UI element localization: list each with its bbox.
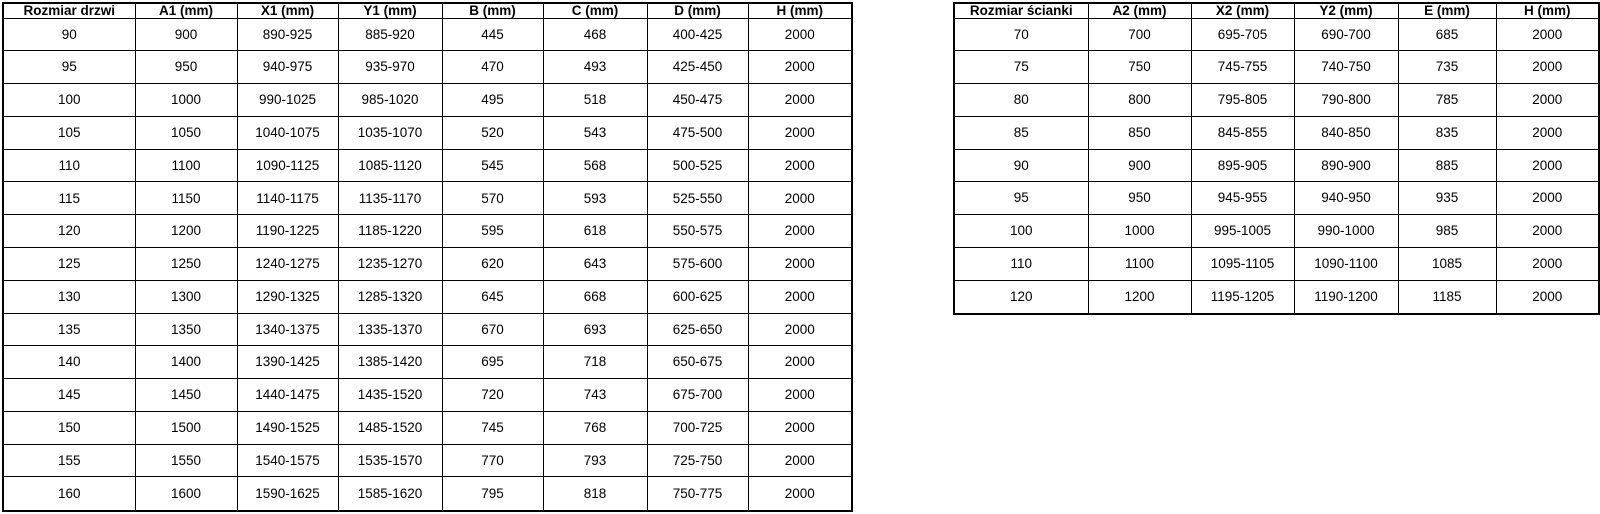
table-cell: 100 (954, 215, 1088, 248)
table-cell: 690-700 (1294, 18, 1398, 51)
table-cell: 1100 (135, 149, 237, 182)
table-cell: 625-650 (647, 313, 748, 346)
table-cell: 2000 (748, 51, 852, 84)
table-cell: 2000 (748, 477, 852, 511)
table-cell: 785 (1398, 84, 1496, 117)
table-row (954, 18, 1599, 51)
table-row (954, 215, 1599, 248)
table-row (3, 116, 852, 149)
table-cell: 110 (3, 149, 135, 182)
table-cell: 600-625 (647, 280, 748, 313)
table-cell: 618 (543, 215, 647, 248)
table-cell: 840-850 (1294, 116, 1398, 149)
table-cell: 545 (442, 149, 543, 182)
table-cell: 450-475 (647, 84, 748, 117)
table-cell: 115 (3, 182, 135, 215)
column-header: B (mm) (442, 3, 543, 18)
column-header: Rozmiar ścianki (954, 3, 1088, 18)
table-cell: 90 (3, 18, 135, 51)
table-cell: 1200 (1088, 280, 1191, 314)
table-cell: 493 (543, 51, 647, 84)
table-cell: 593 (543, 182, 647, 215)
table-row (3, 182, 852, 215)
table-cell: 518 (543, 84, 647, 117)
table-cell: 1400 (135, 346, 237, 379)
table-cell: 1140-1175 (237, 182, 338, 215)
table-cell: 2000 (748, 444, 852, 477)
table-cell: 1500 (135, 411, 237, 444)
table-cell: 695-705 (1191, 18, 1294, 51)
table-cell: 2000 (1496, 18, 1599, 51)
table-cell: 1185 (1398, 280, 1496, 314)
table-cell: 2000 (1496, 247, 1599, 280)
table-cell: 70 (954, 18, 1088, 51)
table-cell: 935 (1398, 182, 1496, 215)
header-row (954, 3, 1599, 18)
table-cell: 1085-1120 (338, 149, 442, 182)
table-cell: 1150 (135, 182, 237, 215)
table-cell: 1195-1205 (1191, 280, 1294, 314)
table-cell: 795-805 (1191, 84, 1294, 117)
table-cell: 645 (442, 280, 543, 313)
column-header: A2 (mm) (1088, 3, 1191, 18)
table-cell: 1490-1525 (237, 411, 338, 444)
table-cell: 2000 (748, 280, 852, 313)
table-cell: 1290-1325 (237, 280, 338, 313)
table-cell: 1185-1220 (338, 215, 442, 248)
table-cell: 150 (3, 411, 135, 444)
table-cell: 675-700 (647, 379, 748, 412)
table-cell: 140 (3, 346, 135, 379)
table-cell: 520 (442, 116, 543, 149)
table-cell: 75 (954, 51, 1088, 84)
table-cell: 740-750 (1294, 51, 1398, 84)
table-cell: 2000 (1496, 149, 1599, 182)
table-cell: 145 (3, 379, 135, 412)
table-cell: 95 (3, 51, 135, 84)
table-cell: 945-955 (1191, 182, 1294, 215)
table-cell: 720 (442, 379, 543, 412)
table-cell: 1235-1270 (338, 247, 442, 280)
table-cell: 1535-1570 (338, 444, 442, 477)
table-cell: 1050 (135, 116, 237, 149)
column-header: E (mm) (1398, 3, 1496, 18)
table-cell: 568 (543, 149, 647, 182)
table-cell: 935-970 (338, 51, 442, 84)
table-cell: 575-600 (647, 247, 748, 280)
table-cell: 543 (543, 116, 647, 149)
table-cell: 1095-1105 (1191, 247, 1294, 280)
table-row (3, 51, 852, 84)
table-cell: 85 (954, 116, 1088, 149)
table-cell: 2000 (1496, 116, 1599, 149)
table-cell: 1035-1070 (338, 116, 442, 149)
table-cell: 1590-1625 (237, 477, 338, 511)
column-header: C (mm) (543, 3, 647, 18)
table-cell: 120 (954, 280, 1088, 314)
table-cell: 1340-1375 (237, 313, 338, 346)
table-cell: 160 (3, 477, 135, 511)
table-cell: 550-575 (647, 215, 748, 248)
table-cell: 850 (1088, 116, 1191, 149)
table-row (3, 411, 852, 444)
table-cell: 2000 (748, 313, 852, 346)
column-header: X1 (mm) (237, 3, 338, 18)
table-cell: 110 (954, 247, 1088, 280)
table-row (3, 149, 852, 182)
table-row (954, 182, 1599, 215)
table-cell: 985 (1398, 215, 1496, 248)
table-cell: 468 (543, 18, 647, 51)
door-dimensions-table (2, 2, 853, 512)
table-row (3, 477, 852, 511)
table-row (3, 84, 852, 117)
table-cell: 500-525 (647, 149, 748, 182)
table-cell: 1285-1320 (338, 280, 442, 313)
table-cell: 1100 (1088, 247, 1191, 280)
table-cell: 990-1000 (1294, 215, 1398, 248)
table-cell: 693 (543, 313, 647, 346)
table-cell: 1390-1425 (237, 346, 338, 379)
table-cell: 570 (442, 182, 543, 215)
table-cell: 1240-1275 (237, 247, 338, 280)
table-cell: 105 (3, 116, 135, 149)
table-cell: 425-450 (647, 51, 748, 84)
table-cell: 685 (1398, 18, 1496, 51)
table-row (3, 280, 852, 313)
table-cell: 125 (3, 247, 135, 280)
table-cell: 1335-1370 (338, 313, 442, 346)
table-cell: 890-925 (237, 18, 338, 51)
table-cell: 95 (954, 182, 1088, 215)
column-header: Y2 (mm) (1294, 3, 1398, 18)
table-cell: 1435-1520 (338, 379, 442, 412)
table-cell: 835 (1398, 116, 1496, 149)
table-cell: 120 (3, 215, 135, 248)
table-cell: 790-800 (1294, 84, 1398, 117)
table-cell: 750-775 (647, 477, 748, 511)
table-cell: 650-675 (647, 346, 748, 379)
table-cell: 940-975 (237, 51, 338, 84)
table-cell: 2000 (748, 215, 852, 248)
table-cell: 1040-1075 (237, 116, 338, 149)
table-cell: 130 (3, 280, 135, 313)
table-cell: 1350 (135, 313, 237, 346)
table-cell: 643 (543, 247, 647, 280)
table-row (954, 280, 1599, 314)
table-cell: 750 (1088, 51, 1191, 84)
table-cell: 700-725 (647, 411, 748, 444)
table-cell: 700 (1088, 18, 1191, 51)
table-cell: 1440-1475 (237, 379, 338, 412)
table-cell: 895-905 (1191, 149, 1294, 182)
table-row (954, 51, 1599, 84)
table-cell: 1190-1200 (1294, 280, 1398, 314)
wall-dimensions-table (953, 2, 1600, 315)
table-cell: 595 (442, 215, 543, 248)
table-row (3, 215, 852, 248)
table-cell: 525-550 (647, 182, 748, 215)
table-cell: 768 (543, 411, 647, 444)
table-cell: 90 (954, 149, 1088, 182)
table-cell: 2000 (748, 182, 852, 215)
table-row (3, 346, 852, 379)
table-cell: 2000 (1496, 84, 1599, 117)
table-cell: 995-1005 (1191, 215, 1294, 248)
table-cell: 745 (442, 411, 543, 444)
table-cell: 2000 (748, 84, 852, 117)
table-cell: 2000 (748, 116, 852, 149)
table-cell: 1090-1100 (1294, 247, 1398, 280)
table-cell: 1550 (135, 444, 237, 477)
table-cell: 900 (135, 18, 237, 51)
table-cell: 2000 (1496, 182, 1599, 215)
table-cell: 745-755 (1191, 51, 1294, 84)
table-row (954, 116, 1599, 149)
table-cell: 1250 (135, 247, 237, 280)
column-header: D (mm) (647, 3, 748, 18)
table-cell: 1000 (1088, 215, 1191, 248)
table-row (954, 149, 1599, 182)
table-cell: 990-1025 (237, 84, 338, 117)
header-row (3, 3, 852, 18)
table-cell: 2000 (748, 18, 852, 51)
table-cell: 900 (1088, 149, 1191, 182)
table-cell: 845-855 (1191, 116, 1294, 149)
table-row (954, 84, 1599, 117)
column-header: H (mm) (1496, 3, 1599, 18)
table-cell: 400-425 (647, 18, 748, 51)
table-cell: 950 (135, 51, 237, 84)
table-cell: 1540-1575 (237, 444, 338, 477)
column-header: Rozmiar drzwi (3, 3, 135, 18)
table-cell: 818 (543, 477, 647, 511)
table-cell: 2000 (1496, 280, 1599, 314)
table-cell: 1600 (135, 477, 237, 511)
table-cell: 2000 (748, 247, 852, 280)
table-row (954, 247, 1599, 280)
column-header: Y1 (mm) (338, 3, 442, 18)
table-cell: 475-500 (647, 116, 748, 149)
table-row (3, 247, 852, 280)
table-row (3, 313, 852, 346)
table-cell: 2000 (748, 411, 852, 444)
table-cell: 1190-1225 (237, 215, 338, 248)
table-cell: 2000 (1496, 215, 1599, 248)
table-cell: 2000 (748, 379, 852, 412)
table-cell: 800 (1088, 84, 1191, 117)
table-cell: 725-750 (647, 444, 748, 477)
table-cell: 470 (442, 51, 543, 84)
table-cell: 80 (954, 84, 1088, 117)
column-header: A1 (mm) (135, 3, 237, 18)
table-cell: 670 (442, 313, 543, 346)
table-cell: 743 (543, 379, 647, 412)
table-cell: 885-920 (338, 18, 442, 51)
table-cell: 1300 (135, 280, 237, 313)
column-header: H (mm) (748, 3, 852, 18)
table-cell: 1090-1125 (237, 149, 338, 182)
table-cell: 100 (3, 84, 135, 117)
table-cell: 735 (1398, 51, 1496, 84)
table-cell: 770 (442, 444, 543, 477)
table-cell: 1450 (135, 379, 237, 412)
table-cell: 1200 (135, 215, 237, 248)
table-row (3, 444, 852, 477)
table-cell: 495 (442, 84, 543, 117)
column-header: X2 (mm) (1191, 3, 1294, 18)
table-cell: 985-1020 (338, 84, 442, 117)
table-cell: 135 (3, 313, 135, 346)
table-cell: 2000 (1496, 51, 1599, 84)
table-cell: 695 (442, 346, 543, 379)
table-cell: 718 (543, 346, 647, 379)
table-cell: 1385-1420 (338, 346, 442, 379)
table-cell: 620 (442, 247, 543, 280)
table-cell: 2000 (748, 346, 852, 379)
table-cell: 155 (3, 444, 135, 477)
table-cell: 668 (543, 280, 647, 313)
table-cell: 1085 (1398, 247, 1496, 280)
table-row (3, 379, 852, 412)
table-row (3, 18, 852, 51)
table-cell: 2000 (748, 149, 852, 182)
table-cell: 1585-1620 (338, 477, 442, 511)
table-cell: 793 (543, 444, 647, 477)
table-cell: 795 (442, 477, 543, 511)
table-cell: 1000 (135, 84, 237, 117)
table-cell: 445 (442, 18, 543, 51)
table-cell: 1485-1520 (338, 411, 442, 444)
table-cell: 940-950 (1294, 182, 1398, 215)
table-cell: 950 (1088, 182, 1191, 215)
table-cell: 890-900 (1294, 149, 1398, 182)
table-cell: 885 (1398, 149, 1496, 182)
table-cell: 1135-1170 (338, 182, 442, 215)
